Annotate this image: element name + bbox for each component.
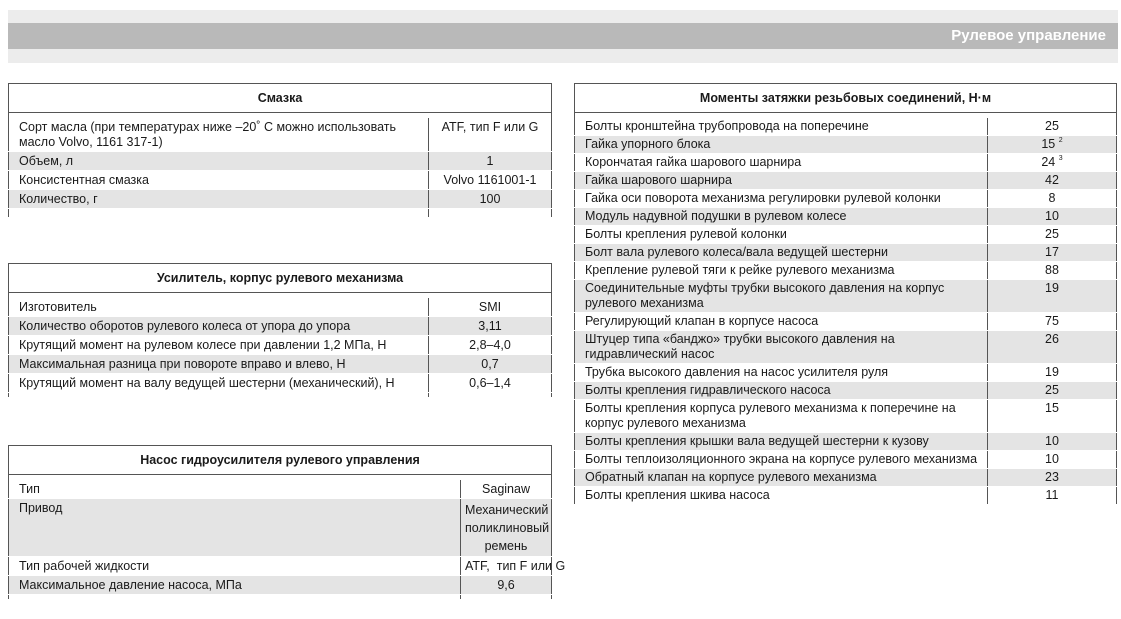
row-value	[988, 226, 1117, 244]
row-value	[988, 190, 1117, 208]
row-value	[988, 154, 1117, 172]
torque-value: 10	[1045, 452, 1059, 466]
table-row	[9, 355, 552, 374]
row-value: 0,6–1,4	[429, 374, 552, 393]
row-label: Тип рабочей жидкости	[9, 557, 461, 576]
torque-value: 26	[1045, 332, 1059, 346]
table-row	[575, 262, 1117, 280]
pump-title: Насос гидроусилителя рулевого управления	[9, 446, 552, 475]
row-value: 0,7	[429, 355, 552, 374]
row-value	[988, 280, 1117, 313]
table-row	[575, 382, 1117, 400]
table-row	[9, 374, 552, 393]
row-value	[988, 382, 1117, 400]
row-label: Гайка упорного блока	[575, 136, 988, 154]
table-row	[575, 331, 1117, 364]
table-row	[575, 172, 1117, 190]
row-label: Привод	[9, 499, 461, 557]
row-label: Обратный клапан на корпусе рулевого механизма	[575, 469, 988, 487]
row-label: Консистентная смазка	[9, 171, 429, 190]
torque-value: 11	[1045, 488, 1059, 502]
row-label: Корончатая гайка шарового шарнира	[575, 154, 988, 172]
row-value	[988, 364, 1117, 382]
table-row	[9, 298, 552, 317]
row-label: Болты крепления корпуса рулевого механизма к поперечине на корпус рулевого механизма	[575, 400, 988, 433]
row-value: 3,11	[429, 317, 552, 336]
row-value: ATF, тип F или G	[429, 118, 552, 152]
torque-value: 42	[1045, 173, 1059, 187]
row-value: 1	[429, 152, 552, 171]
row-value: ATF, тип F или G	[461, 557, 552, 576]
table-row	[575, 313, 1117, 331]
row-label: Изготовитель	[9, 298, 429, 317]
table-row	[575, 280, 1117, 313]
row-label: Крутящий момент на рулевом колесе при давлении 1,2 МПа, Н	[9, 336, 429, 355]
table-row	[9, 557, 552, 576]
row-label: Болты крепления рулевой колонки	[575, 226, 988, 244]
row-label: Болты кронштейна трубопровода на поперечине	[575, 118, 988, 136]
table-row	[575, 400, 1117, 433]
table-row	[575, 190, 1117, 208]
row-value: SMI	[429, 298, 552, 317]
section-title-bar	[8, 23, 1118, 49]
row-value	[988, 487, 1117, 505]
torque-table	[574, 83, 1117, 505]
torque-value: 19	[1045, 365, 1059, 379]
torque-value: 75	[1045, 314, 1059, 328]
table-row	[9, 336, 552, 355]
row-value	[988, 118, 1117, 136]
table-row	[9, 576, 552, 595]
table-row	[575, 244, 1117, 262]
row-label: Соединительные муфты трубки высокого давления на корпус рулевого механизма	[575, 280, 988, 313]
row-label: Трубка высокого давления на насос усилителя руля	[575, 364, 988, 382]
row-label: Количество оборотов рулевого колеса от упора до упора	[9, 317, 429, 336]
row-label: Максимальное давление насоса, МПа	[9, 576, 461, 595]
row-value: Механический поликлиновый ремень	[461, 499, 552, 557]
table-row	[575, 433, 1117, 451]
pump-table	[8, 445, 566, 600]
torque-value: 24	[1041, 155, 1056, 169]
row-label: Болты крепления гидравлического насоса	[575, 382, 988, 400]
top-band	[8, 10, 1118, 23]
row-label: Крутящий момент на валу ведущей шестерни (механический), Н	[9, 374, 429, 393]
torque-value: 25	[1045, 383, 1059, 397]
lubrication-table	[8, 83, 552, 218]
row-label: Тип	[9, 480, 461, 499]
section-title: Рулевое управление	[951, 27, 1106, 44]
row-label: Штуцер типа «банджо» трубки высокого давления на гидравлический насос	[575, 331, 988, 364]
table-row	[9, 118, 552, 152]
torque-value: 25	[1045, 227, 1059, 241]
footnote-marker: 2	[1058, 137, 1063, 144]
row-value	[988, 400, 1117, 433]
torque-value: 8	[1048, 191, 1056, 205]
table-row	[575, 118, 1117, 136]
row-value: 100	[429, 190, 552, 209]
table-row	[9, 171, 552, 190]
torque-value: 15	[1041, 137, 1056, 151]
row-value	[988, 244, 1117, 262]
table-row	[9, 190, 552, 209]
torque-value: 10	[1045, 434, 1059, 448]
row-value	[988, 313, 1117, 331]
row-label: Количество, г	[9, 190, 429, 209]
table-row	[9, 152, 552, 171]
torque-value: 88	[1045, 263, 1059, 277]
row-label: Максимальная разница при повороте вправо и влево, Н	[9, 355, 429, 374]
torque-value: 10	[1045, 209, 1059, 223]
sub-band	[8, 49, 1118, 63]
table-row	[9, 480, 552, 499]
torque-value: 17	[1045, 245, 1059, 259]
row-value	[988, 433, 1117, 451]
row-value: 9,6	[461, 576, 552, 595]
table-row	[575, 487, 1117, 505]
torque-value: 15	[1045, 401, 1059, 415]
row-value: Saginaw	[461, 480, 552, 499]
row-value	[988, 172, 1117, 190]
row-value	[988, 331, 1117, 364]
table-row	[575, 136, 1117, 154]
table-row	[575, 226, 1117, 244]
footnote-marker: 3	[1058, 155, 1063, 162]
table-row	[575, 451, 1117, 469]
table-row	[9, 317, 552, 336]
row-value	[988, 469, 1117, 487]
table-row	[9, 499, 552, 557]
torque-value: 23	[1045, 470, 1059, 484]
table-row	[575, 154, 1117, 172]
row-label: Болты крепления шкива насоса	[575, 487, 988, 505]
row-label: Модуль надувной подушки в рулевом колесе	[575, 208, 988, 226]
row-label: Болты крепления крышки вала ведущей шестерни к кузову	[575, 433, 988, 451]
row-value	[988, 136, 1117, 154]
torque-value: 19	[1045, 281, 1059, 295]
row-label: Регулирующий клапан в корпусе насоса	[575, 313, 988, 331]
row-label: Гайка оси поворота механизма регулировки рулевой колонки	[575, 190, 988, 208]
row-label: Гайка шарового шарнира	[575, 172, 988, 190]
lubrication-title: Смазка	[9, 84, 552, 113]
table-row	[575, 208, 1117, 226]
torque-title: Моменты затяжки резьбовых соединений, Н·м	[575, 84, 1117, 113]
table-row	[575, 469, 1117, 487]
row-value	[988, 208, 1117, 226]
row-label: Болт вала рулевого колеса/вала ведущей шестерни	[575, 244, 988, 262]
row-value: Volvo 1161001-1	[429, 171, 552, 190]
row-value: 2,8–4,0	[429, 336, 552, 355]
row-value	[988, 451, 1117, 469]
booster-title: Усилитель, корпус рулевого механизма	[9, 264, 552, 293]
row-label: Объем, л	[9, 152, 429, 171]
row-label: Сорт масла (при температурах ниже –20˚ С можно использовать масло Volvo, 1161 317-1)	[9, 118, 429, 152]
table-row	[575, 364, 1117, 382]
booster-table	[8, 263, 552, 398]
row-label: Болты теплоизоляционного экрана на корпусе рулевого механизма	[575, 451, 988, 469]
torque-value: 25	[1045, 119, 1059, 133]
row-label: Крепление рулевой тяги к рейке рулевого механизма	[575, 262, 988, 280]
row-value	[988, 262, 1117, 280]
